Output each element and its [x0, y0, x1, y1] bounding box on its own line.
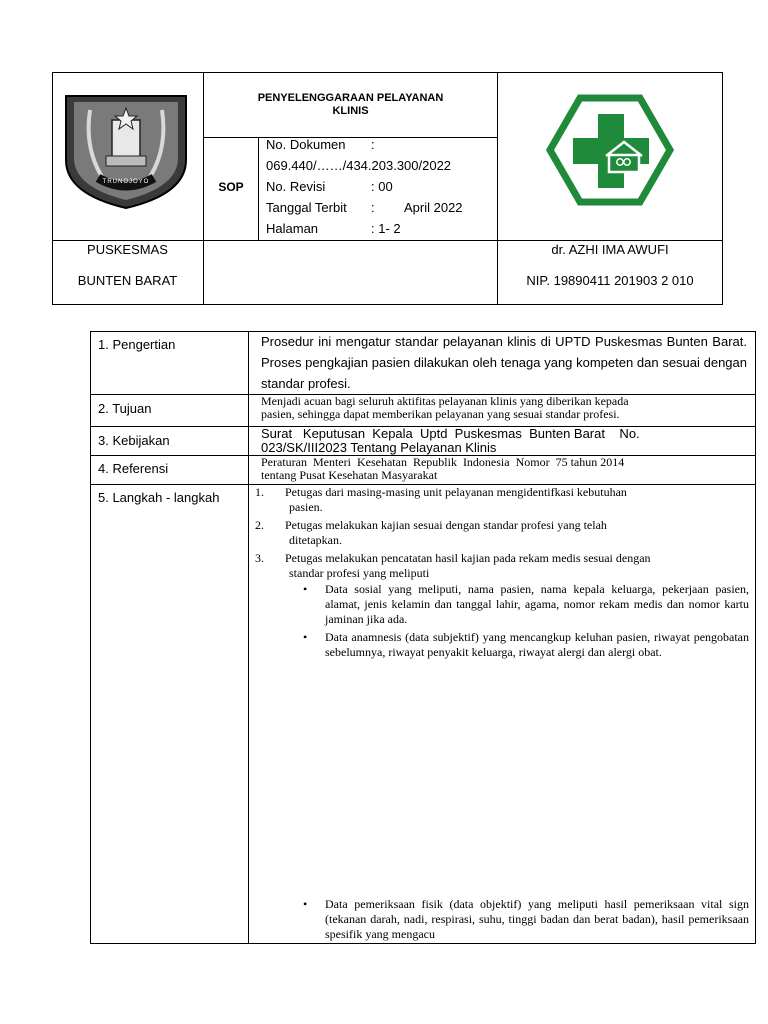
bullet-item	[253, 897, 749, 942]
tanggal-terbit-label: Tanggal Terbit	[266, 200, 347, 215]
document-metadata	[266, 134, 496, 239]
label-tujuan: 2. Tujuan	[98, 401, 152, 416]
tanggal-terbit-value: April 2022	[404, 200, 463, 215]
no-revisi-label: No. Revisi	[266, 179, 326, 194]
puskesmas-cross-icon	[546, 94, 674, 206]
tujuan-line-2: pasien, sehingga dapat memberikan pelayanan yang sesuai standar profesi.	[261, 407, 620, 421]
document-header	[52, 72, 723, 305]
step-item	[253, 518, 749, 548]
referensi-line-1: Peraturan Menteri Kesehatan Republik Indonesia Nomor 75 tahun 2014	[261, 455, 625, 469]
step-number: 1.	[255, 485, 264, 499]
signer-nip: NIP. 19890411 201903 2 010	[526, 273, 694, 288]
document-title	[204, 92, 497, 118]
kebijakan-line-1: Surat Keputusan Kepala Uptd Puskesmas Bunten Barat No.	[261, 426, 640, 441]
step-text-line-1: Petugas melakukan kajian sesuai dengan standar profesi yang telah	[285, 518, 607, 532]
signer-block	[498, 240, 722, 304]
label-pengertian: 1. Pengertian	[98, 337, 176, 352]
org-line-1: PUSKESMAS	[87, 242, 168, 257]
tujuan-line-1: Menjadi acuan bagi seluruh aktifitas pelayanan klinis yang diberikan kepada	[261, 394, 629, 408]
step-number: 3.	[255, 551, 264, 565]
tanggal-terbit-sep: :	[371, 200, 375, 215]
bullet-glyph: •	[303, 582, 308, 596]
text-referensi	[261, 456, 747, 482]
signer-name: dr. AZHI IMA AWUFI	[551, 242, 669, 257]
title-line-2: KLINIS	[332, 105, 369, 117]
step-text-line-2: standar profesi yang meliputi	[289, 566, 430, 580]
text-pengertian: Prosedur ini mengatur standar pelayanan klinis di UPTD Puskesmas Bunten Barat. Proses pengkajian pasien dilakukan oleh tenaga yang kompeten dan sesuai dengan standar profesi.	[261, 334, 747, 391]
step-item	[253, 551, 749, 581]
label-referensi: 4. Referensi	[98, 461, 169, 476]
step-text-line-1: Petugas dari masing-masing unit pelayanan mengidentifkasi kebutuhan	[285, 485, 627, 499]
bullet-item	[253, 630, 749, 660]
text-kebijakan	[261, 427, 747, 455]
halaman-label: Halaman	[266, 221, 319, 236]
halaman-value: : 1- 2	[371, 221, 401, 236]
step-text-line-1: Petugas melakukan pencatatan hasil kajian pada rekam medis sesuai dengan	[285, 551, 651, 565]
organization-name	[52, 240, 203, 304]
bullet-text: Data pemeriksaan fisik (data objektif) yang meliputi hasil pemeriksaan vital sign (tekanan darah, nadi, respirasi, suhu, tinggi badan dan berat badan), hasil pemeriksaan spesifik yang mengacu	[325, 897, 749, 941]
no-revisi-value: : 00	[371, 179, 393, 194]
step-number: 2.	[255, 518, 264, 532]
label-kebijakan: 3. Kebijakan	[98, 433, 170, 448]
org-line-2: BUNTEN BARAT	[77, 273, 178, 288]
left-logo-text: TRUNOJOYO	[102, 179, 150, 185]
bullet-glyph: •	[303, 897, 308, 911]
bullet-glyph: •	[303, 630, 308, 644]
steps-list	[253, 485, 749, 660]
no-dokumen-label: No. Dokumen	[266, 137, 346, 152]
no-dokumen-value: 069.440/……/434.203.300/2022	[266, 158, 452, 173]
step-text-line-2: pasien.	[289, 500, 323, 514]
kebijakan-line-2: 023/SK/III2023 Tentang Pelayanan Klinis	[261, 440, 497, 455]
steps-list-continued	[253, 897, 749, 942]
text-tujuan	[261, 395, 747, 421]
sop-label: SOP	[218, 180, 244, 194]
title-line-1: PENYELENGGARAAN PELAYANAN	[257, 92, 444, 104]
step-text-line-2: ditetapkan.	[289, 533, 342, 547]
regency-crest-icon	[60, 90, 192, 210]
sop-content-table	[90, 331, 756, 944]
label-langkah: 5. Langkah - langkah	[98, 490, 220, 505]
referensi-line-2: tentang Pusat Kesehatan Masyarakat	[261, 468, 438, 482]
step-item	[253, 485, 749, 515]
bullet-text: Data anamnesis (data subjektif) yang mencangkup keluhan pasien, riwayat pengobatan sebelumnya, riwayat penyakit keluarga, riwayat alergi dan alergi obat.	[325, 630, 749, 659]
bullet-item	[253, 582, 749, 627]
no-dokumen-sep: :	[371, 137, 375, 152]
bullet-text: Data sosial yang meliputi, nama pasien, nama kepala keluarga, pekerjaan pasien, alamat, jenis kelamin dan tanggal lahir, agama, nomor rekam medis dan nomor kartu jaminan jika ada.	[325, 582, 749, 626]
